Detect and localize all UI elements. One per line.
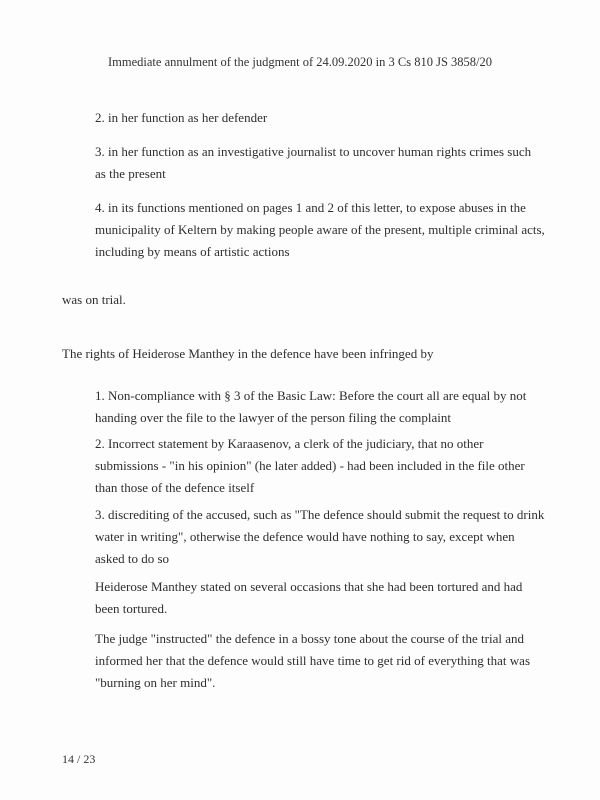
rights-intro-paragraph: The rights of Heiderose Manthey in the defence have been infringed by	[62, 346, 434, 361]
list-item-incorrect-statement: 2. Incorrect statement by Karaasenov, a clerk of the judiciary, that no other submissions - "in his opinion" (he later added) - had been included in the file other than those of the defence itself	[95, 436, 525, 495]
list-item-function-defender: 2. in her function as her defender	[95, 110, 268, 125]
list-item-discrediting: 3. discrediting of the accused, such as "The defence should submit the request to drink water in writing", otherwise the defence would have nothing to say, except when asked to do so	[95, 507, 545, 566]
list-item-non-compliance: 1. Non-compliance with § 3 of the Basic Law: Before the court all are equal by not handing over the file to the lawyer of the person filing the complaint	[95, 388, 527, 425]
list-item-function-journalist: 3. in her function as an investigative journalist to uncover human rights crimes such as the present	[95, 144, 532, 181]
paragraph-judge-instruction: The judge "instructed" the defence in a bossy tone about the course of the trial and informed her that the defence would still have time to get rid of everything that was "burning on her mind".	[95, 631, 531, 690]
page-number: 14 / 23	[62, 752, 96, 766]
page-header-title: Immediate annulment of the judgment of 24.09.2020 in 3 Cs 810 JS 3858/20	[108, 55, 492, 69]
trial-statement: was on trial.	[62, 292, 126, 307]
paragraph-torture-statement: Heiderose Manthey stated on several occasions that she had been tortured and had been tortured.	[95, 579, 523, 616]
list-item-function-expose-abuses: 4. in its functions mentioned on pages 1 and 2 of this letter, to expose abuses in the municipality of Keltern by making people aware of the present, multiple criminal acts, including by means of artistic actions	[95, 200, 545, 259]
